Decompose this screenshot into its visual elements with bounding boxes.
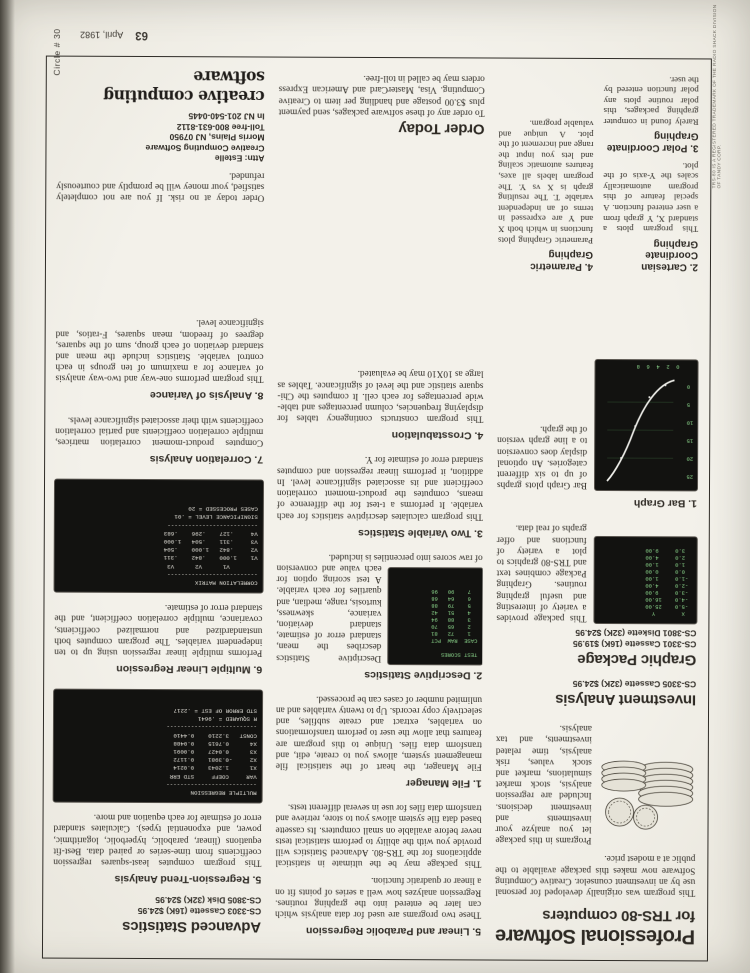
- section-linear-parabolic-title: 5. Linear and Parabolic Regression: [305, 924, 482, 938]
- graphic-desc-row: [496, 522, 696, 624]
- order-today-body: To order any of these software packages, send payment plus $3.00 postage and handling per item to Creative Computing. Visa, MasterCard and American Express orders may be called in toll-free.: [278, 73, 485, 118]
- graphic-price-2: CS-3801 Diskette (32K) $24.95: [575, 627, 697, 639]
- section-polar-title: 3. Polar Coordinate Graphing: [606, 130, 699, 154]
- column-left: [495, 70, 699, 948]
- section-anova-body: This program performs one-way and two-way analysis of variance for a maximum of ten groups in each control variable. Statistics include the mean and standard deviation of each group, sum of the squares, degrees of freedom, mean squares, F-ratios, and significance level.: [55, 317, 264, 384]
- section-multiple-linear-body: Performs multiple linear regression using up to ten independent variables. The program computes both unstandardized and normalized coefficients, covariance, multiple correlation coefficient, and the standard error of estimate.: [54, 602, 263, 658]
- ad-title-line2: for TRS-80 computers: [542, 906, 696, 925]
- section-two-variable-body: This program calculates descriptive statistics for each variable. It performs a t-test for the difference of means, computes the product-moment correlation coefficient and its associated significance level. In addition, it performs linear regression and computes standard error of estimate for Y.: [276, 454, 484, 521]
- section-correlation-body: Computes product-moment correlation matrices, multiple correlation coefficients and partial correlation coefficients with their associated significance levels.: [55, 414, 264, 448]
- section-file-manager-body: File Manager, the heart of the statistical file management system, allows you to create, edit, and transform data files. Unique to this program are features that allow the user to perform transformations on variables, extract and create subfiles, and selectively copy records. Up to twenty variables and an unlimited number of cases can be processed.: [275, 693, 483, 772]
- advanced-statistics-header: Advanced Statistics: [122, 917, 262, 936]
- descriptive-block: [276, 547, 483, 666]
- section-file-manager-title: 1. File Manager: [405, 777, 482, 790]
- section-crosstabulation-body: This program constructs contingency tables for displaying frequencies, column percentages and table-wide percentages for each cell. It computes the Chi-square statistic and the level of significance. Tables as large as 10X10 may be evaluated.: [277, 368, 484, 424]
- section-crosstabulation-title: 4. Crosstabulation: [391, 429, 484, 442]
- section-cartesian-body: This program plots a standard X, Y graph from a user entered function. A special feature of this program automatically scales the Y-axis of the plot.: [603, 160, 699, 235]
- order-today-header: Order Today: [398, 119, 485, 138]
- coins-illustration: [599, 759, 695, 845]
- company-block: [56, 68, 265, 211]
- page-number: 63: [135, 28, 148, 42]
- line-graph-x-labels: 0 2 4 6 8: [636, 363, 680, 371]
- section-cartesian-title: 2. Cartesian Coordinate Graphing: [641, 237, 699, 273]
- section-linear-parabolic-body: These two programs are used for data analysis which can later be entered into the graphing routines. Regression analyzes how well a series of points fit on a linear or quadratic function.: [275, 875, 482, 920]
- ad-border-box: [42, 56, 712, 962]
- section-regression-trend-title: 5. Regression-Trend Analysis: [114, 872, 262, 886]
- section-bar-graph-title: 1. Bar Graph: [633, 497, 697, 510]
- page-footer: [80, 29, 148, 41]
- graphic-package-header: Graphic Package: [577, 650, 697, 669]
- section-two-variable-title: 3. Two Variable Statistics: [358, 526, 483, 539]
- section-parametric-title: 4. Parametric Graphing: [530, 248, 594, 272]
- investment-body: Programs in this package let you analyze your investments and investment decisions. Included are regression analysis, stock market simulations, market and stock values, risk analysis, time related investments, and tax analysis.: [495, 722, 592, 846]
- scan-edge-shadow: [0, 0, 15, 973]
- bar-graph-row: [497, 360, 698, 491]
- section-multiple-linear-title: 6. Multiple Linear Regression: [116, 662, 263, 676]
- section-parametric-body: Parametric Graphing plots functions in which both X and Y are expressed in terms of an independent variable T. The resulting graph is X vs Y. The program labels all axes, features automatic scaling and lets you input the range and increment of the plot. A unique and valuable program.: [498, 118, 594, 246]
- statistics-price-2: CS-3805 Disk (32K) $24.95: [155, 895, 262, 906]
- section-descriptive-body: Descriptive Statistics describes the mean, standard error of estimate, standard deviation, variance, skewness, kurtosis, range, median, and quartiles for each variable. A test scoring option for each value and conversion of raw scores into percentiles is included.: [276, 551, 483, 663]
- graphic-desc: This package provides a variety of interesting and useful graphing routines. Graphing Package combines text and TRS-80 graphics to plot a variety of functions and offer graphs of real data.: [496, 522, 587, 623]
- reader-service-note: Circle # 30: [51, 28, 62, 76]
- section-descriptive-title: 2. Descriptive Statistics: [364, 668, 483, 682]
- investment-header: Investment Analysis: [555, 690, 697, 709]
- ad-title-line1: Professional Software: [495, 924, 696, 948]
- screen-line-graph: [595, 360, 698, 490]
- column-right: [53, 68, 265, 946]
- investment-price: CS-3305 Cassette (32K) $24.95: [572, 678, 697, 690]
- company-address: Attn: Estelle Creative Computing Software Morris Plains, NJ 07950 Toll-free 800-631-8112 In NJ 201-540-0445: [145, 111, 265, 165]
- trademark-note: TRS-80 IS A REGISTERED TRADEMARK OF THE RADIO SHACK DIVISION OF TANDY CORP.: [712, 4, 723, 189]
- line-graph-y-labels: 25 20 15 10 5 0: [686, 383, 694, 481]
- investment-figure-row: [495, 721, 696, 845]
- graphing-subcolumn-right: [498, 118, 594, 279]
- footer-date: April, 1982: [80, 29, 124, 40]
- section-regression-trend-body: This program computes least-squares regression coefficients from time-series or paired data. Best-fit equations (linear, parabolic, hyperbolic, logarithmic, power, and exponential types). Calculates standard error of estimate for each equation and more.: [53, 811, 262, 868]
- statistics-price-1: CS-3303 Cassette (16K) $24.95: [137, 905, 262, 917]
- column-middle: [275, 69, 485, 947]
- screen-regression-output: MULTIPLE REGRESSION -------------------------- VAR COEFF STD ERR X1 1.2043 0.0214 X2 -0.3981 0.1172 X3 0.0427 0.0091 X4 0.7615 0.0488 CONST 3.2210 0.4410 -------------------------- R SQUARED = .9641 STD ERROR OF EST = .2217: [54, 690, 262, 803]
- screen-correlation-matrix: CORRELATION MATRIX -------------------------- V1 V2 V3 V1 1.000 .842 .311 V2 .842 1.000 .504 V3 .311 .504 1.000 V4 .127 .296 .683 -------------------------- SIGNIFICANCE LEVEL = .01 CASES PROCESSED = 20: [55, 480, 263, 593]
- screen-test-scores: TEST SCORES CASE RAW PCT 1 72 81 2 65 70 3 88 94 4 51 42 5 79 88 6 64 68 7 90 96: [388, 568, 482, 664]
- screen-xy-table: X Y -5.0 25.00 -4.0 16.00 -3.0 9.00 -2.0 4.00 -1.0 1.00 0.0 0.00 1.0 1.00 2.0 4.00 3.0 9.00: [594, 537, 696, 623]
- section-bar-graph-body: Bar Graph plots graphs of up to six different categories. An optional display does conversion to a line graph version of the graph.: [496, 423, 588, 491]
- section-polar-body: Rarely found in computer graphing packages, this polar routine plots any polar function entered by the user.: [603, 74, 699, 128]
- graphic-price-1: CS-3301 Cassette (16K) $19.95: [572, 638, 697, 650]
- creative-computing-logo: creative computing software: [103, 66, 265, 108]
- order-block: [278, 69, 484, 148]
- graphing-subcolumns: [498, 74, 699, 279]
- statistics-intro: This package may be the ultimate in statistical applications for the TRS-80. Advanced Statistics will provide you with the ability to perform statistical tests never before available on small computers. Its cassette based data file system allows you to store, retrieve and transform data files for use in several different tests.: [275, 801, 482, 869]
- investment-intro: This program was originally developed for personal use by an investment counselor. Creative Computing Software now makes this package available to the public at a modest price.: [495, 853, 696, 898]
- guarantee-text: Order today at no risk. If you are not completely satisfied, your money will be promptly and courteously refunded.: [56, 170, 265, 203]
- section-correlation-title: 7. Correlation Analysis: [149, 452, 264, 466]
- graphing-subcolumn-left: [603, 74, 699, 279]
- section-anova-title: 8. Analysis of Variance: [149, 389, 264, 402]
- line-graph-curve: [601, 374, 679, 486]
- ad-title: [495, 906, 695, 948]
